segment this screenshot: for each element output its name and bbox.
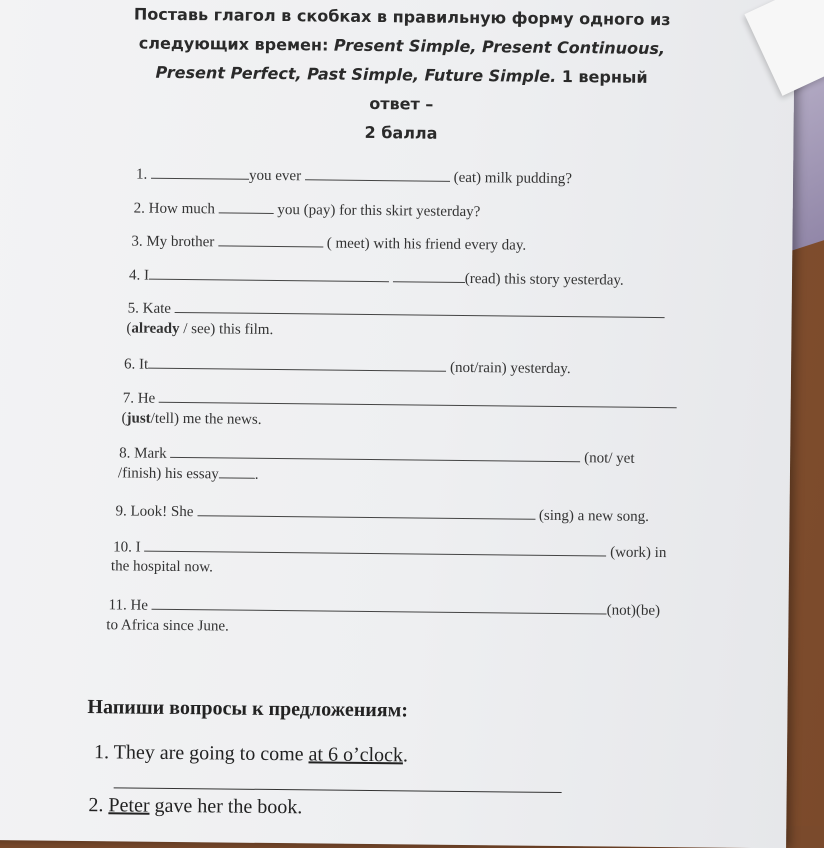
header-line-3-suffix: 1 верный ответ – <box>369 66 648 114</box>
exercise-4-text: (read) this story yesterday. <box>464 270 624 289</box>
answer-blank[interactable] <box>197 503 535 520</box>
exercise-2-num: 2. How much <box>133 200 216 218</box>
exercise-3-text: ( meet) with his friend every day. <box>326 235 527 254</box>
header-tenses-1: Present Simple, Present Continuous, <box>333 35 666 59</box>
exercise-4 <box>129 266 624 290</box>
answer-blank[interactable] <box>219 200 274 214</box>
exercise-11-text-a: (not)(be) <box>606 602 661 620</box>
exercise-10-text-b: the hospital now. <box>110 558 213 576</box>
exercise-5-text: / see) this film. <box>179 321 274 338</box>
answer-blank[interactable] <box>175 300 665 318</box>
exercise-5-cont: (already / see) this film. <box>126 320 274 338</box>
answer-blank[interactable] <box>152 597 607 615</box>
exercise-11-num: 11. He <box>108 597 149 614</box>
question-2-underlined: Peter <box>108 794 150 817</box>
exercise-1-text-b: (eat) milk pudding? <box>453 169 573 188</box>
exercise-2-text: you (pay) for this skirt yesterday? <box>277 202 481 221</box>
exercise-5-bold: already <box>131 320 180 338</box>
answer-blank[interactable] <box>393 269 465 283</box>
answer-blank[interactable] <box>219 465 255 478</box>
header-tenses-2: Present Perfect, Past Simple, Future Simple. <box>155 62 557 86</box>
exercise-7-bold: just <box>126 410 151 427</box>
header-line-3 <box>129 57 675 121</box>
exercise-4-num: 4. I <box>128 267 150 284</box>
task-header <box>128 0 674 150</box>
exercise-10-text-a: (work) in <box>610 544 667 562</box>
question-1-answer-line[interactable] <box>114 787 562 793</box>
header-line-1: Поставь глагол в скобках в правильную форму одного из <box>133 4 671 30</box>
exercise-5-num: 5. Kate <box>127 300 172 317</box>
question-2-suffix: gave her the book. <box>149 794 303 819</box>
answer-blank[interactable] <box>170 445 580 462</box>
exercise-10-cont <box>111 557 213 577</box>
question-1 <box>94 741 408 767</box>
exercise-11-cont <box>106 616 229 636</box>
exercise-3-num: 3. My brother <box>131 233 215 251</box>
section-2-title: Напиши вопросы к предложениям: <box>87 696 409 722</box>
exercise-9-num: 9. Look! She <box>115 503 194 521</box>
exercise-9-text: (sing) a new song. <box>538 507 650 525</box>
header-line-2-prefix: следующих времен: <box>138 33 335 55</box>
question-1-underlined: at 6 o’clock <box>308 743 404 767</box>
header-line-4: 2 балла <box>364 122 438 143</box>
exercise-1-num: 1. <box>135 166 148 183</box>
exercise-10-num: 10. I <box>113 539 141 556</box>
question-1-prefix: 1. They are going to come <box>93 741 309 766</box>
answer-blank[interactable] <box>305 167 450 182</box>
answer-blank[interactable] <box>159 390 677 408</box>
exercise-3 <box>131 232 526 255</box>
answer-blank[interactable] <box>144 539 606 557</box>
exercise-9 <box>115 502 649 527</box>
exercise-8-text-c: . <box>254 466 259 483</box>
answer-blank[interactable] <box>151 166 249 180</box>
answer-blank[interactable] <box>218 233 323 247</box>
exercise-6-text: (not/rain) yesterday. <box>449 359 571 378</box>
exercise-6-num: 6. It <box>124 356 149 373</box>
answer-blank[interactable] <box>148 356 446 372</box>
exercise-11-text-b: to Africa since June. <box>106 617 229 635</box>
exercise-1-text-a: you ever <box>248 167 302 185</box>
exercise-7-text: /tell) me the news. <box>150 410 262 428</box>
question-2-prefix: 2. <box>88 794 109 817</box>
answer-blank[interactable] <box>149 267 389 283</box>
question-1-suffix: . <box>402 744 409 767</box>
exercise-1 <box>136 166 572 190</box>
exercise-8-cont <box>118 464 259 484</box>
exercise-7-num: 7. He <box>122 390 156 407</box>
exercise-8-text-b: /finish) his essay <box>117 465 219 483</box>
exercise-8-num: 8. Mark <box>119 445 167 462</box>
exercise-7-cont: (just/tell) me the news. <box>121 410 262 428</box>
exercise-6 <box>124 355 571 379</box>
question-2 <box>88 794 302 819</box>
exercise-2 <box>134 200 481 223</box>
exercise-8-text-a: (not/ yet <box>584 450 635 467</box>
